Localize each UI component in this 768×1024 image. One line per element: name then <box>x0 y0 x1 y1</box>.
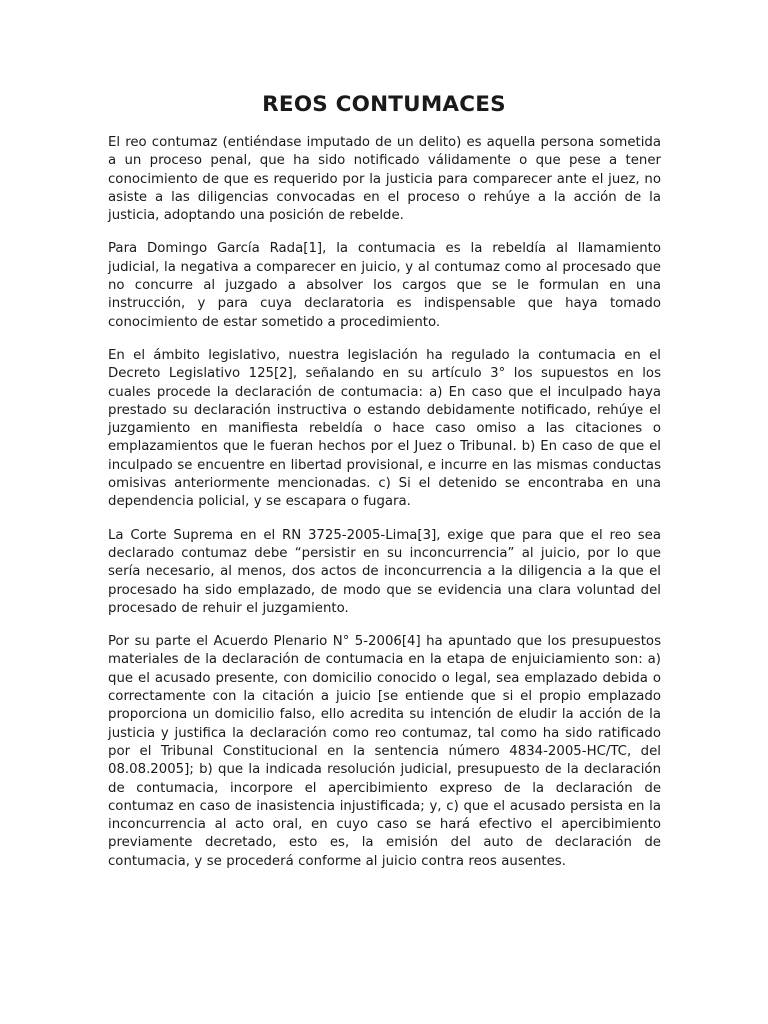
document-title: REOS CONTUMACES <box>262 92 506 117</box>
paragraph-corte-suprema: La Corte Suprema en el RN 3725-2005-Lima[3], exige que para que el reo sea declarado contumaz debe “persistir en su inconcurrencia” al juicio, por lo que sería necesario, al menos, dos actos de inconcurrencia a la diligencia a la que el procesado ha sido emplazado, de modo que se evidencia una clara voluntad del procesado de rehuir el juzgamiento. <box>108 527 661 616</box>
paragraph-legislative: En el ámbito legislativo, nuestra legislación ha regulado la contumacia en el Decreto Legislativo 125[2], señalando en su artículo 3° los supuestos en los cuales procede la declaración de contumacia: a) En caso que el inculpado haya prestado su declaración instructiva o estando debidamente notificado, rehúye el juzgamiento en manifiesta rebeldía o hace caso omiso a las citaciones o emplazamientos que le fueran hechos por el Juez o Tribunal. b) En caso de que el inculpado se encuentre en libertad provisional, e incurre en las mismas conductas omisivas anteriormente mencionadas. c) Si el detenido se encontraba en una dependencia policial, y se escapara o fugara. <box>108 347 661 510</box>
paragraph-definition: El reo contumaz (entiéndase imputado de un delito) es aquella persona sometida a un proceso penal, que ha sido notificado válidamente o que pese a tener conocimiento de que es requerido por la justicia para comparecer ante el juez, no asiste a las diligencias convocadas en el proceso o rehúye a la acción de la justicia, adoptando una posición de rebelde. <box>108 135 661 224</box>
document-body <box>108 134 661 886</box>
paragraph-garcia-rada: Para Domingo García Rada[1], la contumacia es la rebeldía al llamamiento judicial, la negativa a comparecer en juicio, y al contumaz como al procesado que no concurre al juzgado a absolver los cargos que se le formulan en una instrucción, y para cuya declaratoria es indispensable que haya tomado conocimiento de estar sometido a procedimiento. <box>108 241 661 330</box>
paragraph-acuerdo-plenario: Por su parte el Acuerdo Plenario N° 5-2006[4] ha apuntado que los presupuestos materiales de la declaración de contumacia en la etapa de enjuiciamiento son: a) que el acusado presente, con domicilio conocido o legal, sea emplazado debida o correctamente con la citación a juicio [se entiende que si el propio emplazado proporciona un domicilio falso, ello acredita su intención de eludir la acción de la justicia y justifica la declaración como reo contumaz, tal como ha sido ratificado por el Tribunal Constitucional en la sentencia número 4834-2005-HC/TC, del 08.08.2005]; b) que la indicada resolución judicial, presupuesto de la declaración de contumacia, incorpore el apercibimiento expreso de la declaración de contumaz en caso de inasistencia injustificada; y, c) que el acusado persista en la inconcurrencia al acto oral, en cuyo caso se hará efectivo el apercibimiento previamente decretado, esto es, la emisión del auto de declaración de contumacia, y se procederá conforme al juicio contra reos ausentes. <box>108 634 661 869</box>
